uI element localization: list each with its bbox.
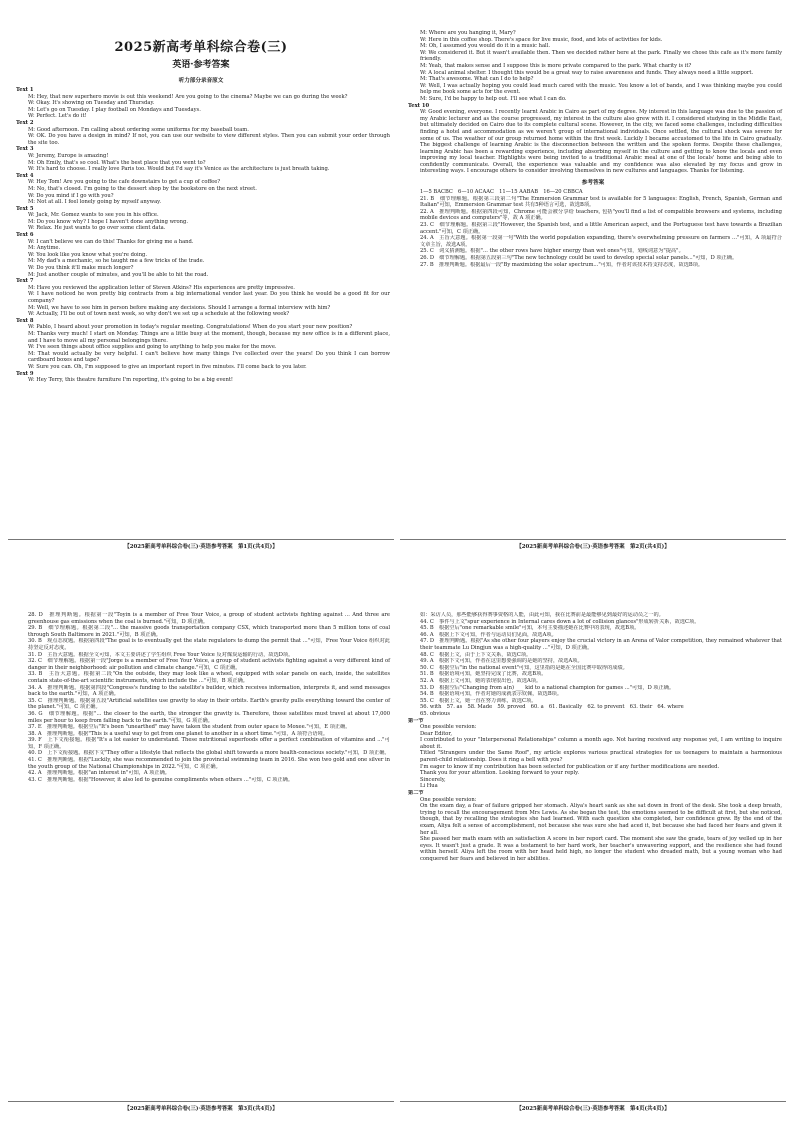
text-line: W: A local animal shelter. I thought this would be a great way to raise awareness and funds. They always need a little support. bbox=[420, 69, 754, 76]
text-line: 32. C 细节理解题。根据第一段"Jorge is a member of Free Your Voice, a group of student activists fighting against a very different kind of danger in their neighborhood: air pollution and climate change."可知，C 项正确。 bbox=[28, 658, 390, 671]
text-line: Sincerely, bbox=[420, 776, 446, 783]
text-line: W: Hey Terry, this theatre furniture I'm reporting, it's going to be a big event! bbox=[28, 377, 233, 384]
section-label: Text 5 bbox=[16, 205, 34, 212]
text-line: M: Have you reviewed the application letter of Steven Atkins? His experiences are pretty impressive. bbox=[28, 284, 295, 291]
text-line: 54. B 根据语境可知，作者对她的成就表示钦佩，故选B项。 bbox=[420, 691, 563, 698]
listening-section-heading: 听力部分录音原文 bbox=[178, 78, 224, 84]
text-line: 46. A 根据上下文可知，作者与运动员们见面，故选A项。 bbox=[420, 631, 557, 638]
text-line: 48. C 根据上文，由于上下文关系，故选C项。 bbox=[420, 651, 532, 658]
text-line: 39. F 上下文衔接题。根据"It's a lot easier to understand. These nutritional superfoods offer a perfect combination of vitamins and ..."可知，F 项正确。 bbox=[28, 737, 390, 750]
text-line: 22. A 推理判断题。根据第四段可知，Chrome 可能会被分享给 teachers, 包括"you'll find a list of compatible browsers and systems, including mobile devices and computers"等，故 A 项正确。 bbox=[420, 208, 782, 222]
text-line: M: Anytime. bbox=[28, 245, 61, 252]
listening-transcript-part-2 bbox=[400, 30, 786, 175]
text-line: W: Pablo, I heard about your promotion in today's regular meeting. Congratulations! When do you start your new position? bbox=[28, 324, 353, 331]
text-line: 44. C 事件与上文"spur experience in Internal cares down a lot of collision glances"形成转折关系，故选C项。 bbox=[420, 618, 700, 625]
text-line: 34. A 推理判断题。根据第四段"Congress's funding to the satellite's builder, which receives information, interprets it, and send messages back to the earth."可知，A 项正确。 bbox=[28, 684, 390, 698]
text-line: W: Actually, I'll be out of town next week, so why don't we set up a schedule at the following week? bbox=[28, 311, 290, 318]
text-line: M: Sure, I'd be happy to help out. I'll see what I can do. bbox=[420, 95, 567, 102]
text-line: 31. D 主旨大意题。根据全文可知，本文主要讲述了学生组织 Free Your Voice 反对煤炭运输的行动，故选D项。 bbox=[28, 651, 294, 658]
section-label: Text 4 bbox=[16, 172, 34, 179]
exam-title: 2025新高考单科综合卷(三) bbox=[114, 40, 288, 55]
text-line: 36. G 细节理解题。根据"... the closer to the earth, the stronger the gravity is. Therefore, those satellites must travel at about 17,000 miles per hour to keep from falling back to the earth."可知，G 项正确。 bbox=[28, 710, 390, 724]
listening-transcript-part-1 bbox=[8, 87, 394, 384]
text-line: 40. D 上下文衔接题。根据下文"They offer a lifestyle that reflects the global shift towards a more health-conscious society."可知，D 项正确。 bbox=[28, 750, 390, 757]
text-line: Titled "Strangers under the Same Roof", my article explores various practical strategies for us teenagers to maintain a harmonious parent-child relationship. Does it ring a bell with you? bbox=[420, 750, 782, 764]
text-line: W: Good evening, everyone. I recently learnt Arabic in Cairo as part of my degree. My interest in this language was due to the passion of my Arabic lecturer and as the course progressed, my interest in the culture also grew with it. I considered studying in the Middle East, but ultimately decided on Cairo due to its complete cultural scene. However, in the city, we faced some challenges, including difficulties finding a hotel and accommodation as we weren't group of international individuals. Once settled, the cultural shock was severe for some of us. The weather of our group returned home within the first week. Luckily I became accustomed to the life in Cairo gradually. The biggest challenge of learning Arabic is the disconnection between the written and the spoken forms. Despite these challenges, learning Arabic has been a rewarding experience, including absorbing myself in the culture and getting to know the locals and even improving my local teacher. Highlights were being invited to a traditional Arabic meal at one of the locals' home and being able to confidently communicate. Overall, the experience was valuable and my confidence was also elevated by my focus and grow in interesting ways. I encourage others to consider involving themselves in new cultures and languages. Thanks for listening. bbox=[420, 109, 782, 175]
text-line: 1—5 BACBC 6—10 ACAAC 11—15 AABAB 16—20 CBBCA bbox=[420, 189, 583, 196]
text-line: W: Do you think it'll make much longer? bbox=[28, 265, 134, 272]
text-line: W: I have noticed he won pretty big contracts from a big international vendor last year. Do you think he would be a good fit for our company? bbox=[28, 291, 390, 304]
text-line: W: Jack, Mr. Gomez wants to see you in his office. bbox=[28, 212, 159, 219]
text-line: 41. C 推理判断题。根据"Luckily, she was recommended to join the provincial swimming team in 2016. She won two gold and one silver in the youth group of the National Championships in 2022."可知，C 项正确。 bbox=[28, 757, 390, 770]
text-line: W: Jeremy, Europe is amazing! bbox=[28, 152, 109, 159]
text-line: 37. E 推理判断题。根据空后"It's been "unearthed" may have taken the student from outer space to Moxee."可知，E 项正确。 bbox=[28, 724, 351, 731]
text-line: M: That would actually be very helpful. I can't believe how many things I've collected over the years! Do you think I can borrow cardboard boxes and tape? bbox=[28, 350, 390, 364]
section-label: Text 7 bbox=[16, 278, 34, 285]
text-line: 51. B 根据语境可知，她坚持完成了比赛，故选B项。 bbox=[420, 671, 547, 678]
text-line: W: I can't believe we can do this! Thanks for giving me a hand. bbox=[28, 238, 194, 245]
text-line: 23. C 细节理解题。根据第三段"However, the Spanish test, and a little American aspect, and the Portuguese test have towards a Brazilian accent."可知，C 项正确。 bbox=[420, 222, 782, 235]
text-line: M: Hey, that new superhero movie is out this weekend! Are you going to the cinema? Maybe we can go during the week? bbox=[28, 93, 348, 100]
page-4 bbox=[400, 612, 786, 1112]
text-line: W: We considered it. But it wasn't available then. Then we decided rather here at the park. Finally we chose this cafe as it's more family friendly. bbox=[420, 49, 782, 63]
text-line: 53. D 根据空后"Changing from a(n) ___ kid to a national champion for games ..."可知，D 项正确。 bbox=[420, 684, 675, 691]
text-line: I'm eager to know if my contribution has been selected for publication or if any further modifications are needed. bbox=[420, 763, 720, 770]
text-line: M: Oh Emily, that's so cool. What's the best place that you went to? bbox=[28, 159, 206, 166]
text-line: M: That's awesome. What can I do to help? bbox=[420, 76, 534, 83]
text-line: M: Not at all. I feel lonely going by myself anyway. bbox=[28, 199, 162, 206]
page-footer-2: 【2025新高考单科综合卷(三)·英语参考答案 第2页(共4页)】 bbox=[400, 539, 786, 550]
page-3 bbox=[8, 612, 394, 1112]
text-line: 65. obvious bbox=[420, 710, 451, 717]
text-line: W: Here in this coffee shop. There's space for live music, food, and lots of activities for kids. bbox=[420, 36, 663, 43]
text-line: M: No, that's closed. I'm going to the dessert shop by the bookstore on the next street. bbox=[28, 185, 257, 192]
text-line: Li Hua bbox=[420, 783, 438, 790]
text-line: 50. C 根据空后"in the national event"可知，这里指的是她在全国比赛中取得的成绩。 bbox=[420, 664, 628, 671]
text-line: 35. C 推理判断题。根据第五段"Artificial satellites use gravity to stay in their orbits. Earth's gravity pulls everything toward the center of the planet."可知，C 项正确。 bbox=[28, 697, 390, 711]
answer-explanations-part-2 bbox=[8, 612, 394, 783]
text-line: W: You look like you know what you're doing. bbox=[28, 251, 148, 258]
text-line: M: Yeah, that makes sense and I suppose this is more private compared to the park. What charity is it? bbox=[420, 62, 692, 69]
text-line: 56. with 57. as 58. Made 59. proved 60. a 61. Basically 62. to prevent 63. their 64. where bbox=[420, 704, 684, 711]
text-line: On the exam day, a fear of failure gripped her stomach. Aliya's heart sank as she sat down in front of the desk. She took a deep breath, trying to recall the encouragement from Mrs Lewis. As she began the test, the emotions seemed to be difficult at first, but she noticed, though, that by recalling the strategies she had learned. With each question she completed, her confidence grew. By the end of the exam, Aliya felt a sense of accomplishment, not because she was sure she had aced it, but because she had faced her fears and given it her all. bbox=[420, 803, 782, 836]
text-line: Dear Editor, bbox=[420, 730, 452, 737]
text-line: M: Where are you hanging it, Mary? bbox=[420, 30, 516, 36]
text-line: 52. A 根据上文可知，她的表现很出色，故选A项。 bbox=[420, 677, 542, 684]
text-line: M: Do you know why? I hope I haven't done anything wrong. bbox=[28, 218, 188, 225]
text-line: 33. B 主旨大意题。根据第二段"On the outside, they may look like a wheel, equipped with solar panels on each, inside, the satellites contain state-of-the-art scientific instruments, which include the ..."可知，B 项正确。 bbox=[28, 671, 390, 684]
section-label: Text 3 bbox=[16, 146, 34, 153]
page-1 bbox=[8, 30, 394, 550]
text-line: W: Well, I was actually hoping you could lead much cared with the music. You know a lot of bands, and I was thinking maybe you could help me book some acts for the event. bbox=[420, 82, 782, 96]
text-line: M: Good afternoon. I'm calling about ordering some uniforms for my baseball team. bbox=[28, 126, 249, 133]
page-footer-4: 【2025新高考单科综合卷(三)·英语参考答案 第4页(共4页)】 bbox=[400, 1101, 786, 1112]
section-label: Text 2 bbox=[16, 119, 34, 126]
text-line: 42. A 推理判断题。根据"an interest in"可知，A 项正确。 bbox=[28, 770, 170, 777]
section-label: Text 9 bbox=[16, 370, 34, 377]
text-line: She passed her math exam with an satisfaction A score in her report card. The moment she saw the grade, tears of joy welled up in her eyes. It wasn't just a grade. It was a testament to her hard work, her teacher's unwavering support, and the resilience she had found within herself. Aliya left the room with her head held high, no longer the student who dreaded math, but a young woman who had conquered her fears and believed in her abilities. bbox=[420, 836, 782, 862]
answer-explanations-part-1 bbox=[400, 189, 786, 268]
answers-heading: 参考答案 bbox=[581, 180, 605, 187]
section-label: Text 1 bbox=[16, 87, 34, 93]
text-line: M: Oh, I assumed you would do it in a music hall. bbox=[420, 43, 551, 50]
text-line: 38. A 推理判断题。根据"This is a useful way to get from one planet to another in a short time."可知，A 项符合语境。 bbox=[28, 730, 329, 737]
text-line: 如：采访人员，那些能够获得赛事资格的人能，由此可知，我在比赛前是最能够见到最好的运动员之一的。 bbox=[420, 612, 664, 618]
text-line: M: Let's go on Tuesday. I play football on Mondays and Tuesdays. bbox=[28, 106, 201, 113]
page-2 bbox=[400, 30, 786, 550]
text-line: 45. B 根据空后"one remarkable smile"可知，本句主要描述她在比赛中的表现，故选B项。 bbox=[420, 625, 640, 632]
text-line: W: Sure you can. Oh, I'm supposed to give an important report in five minutes. I'll come back to you later. bbox=[28, 363, 307, 370]
text-line: One possible version: bbox=[420, 796, 477, 803]
text-line: W: Do you mind if I go with you? bbox=[28, 192, 114, 199]
section-label: 第一节 bbox=[408, 717, 424, 724]
text-line: 55. C 根据上文，她一直在努力训练，故选C项。 bbox=[420, 697, 537, 704]
section-label: 第二节 bbox=[408, 790, 424, 797]
text-line: W: I've seen things about office supplies and going to anything to help you make for the move. bbox=[28, 344, 277, 351]
text-line: Thank you for your attention. Looking forward to your reply. bbox=[420, 770, 580, 777]
text-line: M: Well, we have to see him in person before making any decisions. Should I arrange a formal interview with him? bbox=[28, 304, 331, 311]
page-footer-1: 【2025新高考单科综合卷(三)·英语参考答案 第1页(共4页)】 bbox=[8, 539, 394, 550]
text-line: One possible version: bbox=[420, 724, 477, 731]
text-line: 29. B 细节理解题。根据第二段"... the massive goods transportation company CSX, which transported more than 5 million tons of coal through South Baltimore in 2021."可知，B 项正确。 bbox=[28, 625, 390, 638]
text-line: W: OK. Do you have a design in mind? If not, you can use our website to view different styles. Then you can submit your order through the site too. bbox=[28, 133, 390, 146]
text-line: 24. A 主旨大意题。根据第一段第一句"With the world population expanding, there's overwhelming pressure on farmers ..."可知，A 项最符合文章主旨，故选A项。 bbox=[420, 235, 782, 248]
section-label: Text 10 bbox=[408, 102, 430, 109]
text-line: M: Thanks very much! I start on Monday. Things are a little busy at the moment, though, because my new office is in a different place, and I have to move all my personal belongings there. bbox=[28, 330, 390, 344]
text-line: 25. C 词义猜测题。根据"... the other rows have higher energy than wet ones"可知，划线词意为"提高"。 bbox=[420, 248, 684, 255]
text-line: 43. C 推理判断题。根据"However, it also led to genuine compliments when others ..."可知，C 项正确。 bbox=[28, 776, 294, 783]
section-label: Text 6 bbox=[16, 232, 34, 239]
text-line: 27. B 推理判断题。根据最后一段"By maximizing the solar spectrum..."可知，作者对该技术持支持态度，故选B项。 bbox=[420, 261, 704, 268]
text-line: W: Hey Tom! Are you going to the cafe downstairs to get a cup of coffee? bbox=[28, 179, 221, 186]
text-line: M: My dad's a mechanic, so he taught me a few tricks of the trade. bbox=[28, 258, 205, 265]
text-line: 28. D 推理判断题。根据第一段"Toyin is a member of Free Your Voice, a group of student activists fighting against ... And three are greenhouse gas emissions when the coal is burned."可知，D 项正确。 bbox=[28, 612, 390, 625]
text-line: I contributed to your "Interpersonal Relationships" column a month ago. Not having received any response yet, I am writing to inquire about it. bbox=[420, 737, 782, 750]
text-line: W: Perfect. Let's do it! bbox=[28, 113, 87, 120]
page-footer-3: 【2025新高考单科综合卷(三)·英语参考答案 第3页(共4页)】 bbox=[8, 1101, 394, 1112]
text-line: 26. D 细节理解题。根据第五段第三句"The new technology could be used to develop special solar panels..."可知，D 项正确。 bbox=[420, 255, 738, 261]
exam-subtitle: 英语·参考答案 bbox=[172, 60, 230, 70]
text-line: W: It's hard to choose. I really love Paris too. Would but I'd say it's Venice as the architecture is just breath taking. bbox=[28, 166, 330, 173]
text-line: 49. A 根据下文可知，作者在这里想要强调的是她的坚持，故选A项。 bbox=[420, 658, 583, 665]
text-line: W: Relax. He just wants to go over some client data. bbox=[28, 225, 166, 232]
answer-explanations-part-3 bbox=[400, 612, 786, 863]
text-line: 21. B 细节理解题。根据第三段第二句"The Emmersion Grammar test is available for 5 languages: English, French, Spanish, German and Italian"可知，Emmersion Grammar test 共有5种语言可选，故选B项。 bbox=[420, 195, 782, 209]
text-line: 30. B 观点态度题。根据第四段"The goal is to eventually get the state regulators to dump the permit that ..."可知，Free Your Voice 组织对此持坚定反对态度。 bbox=[28, 638, 390, 651]
section-label: Text 8 bbox=[16, 317, 34, 324]
text-line: 47. D 推理判断题。根据"As she other four players enjoy the crucial victory in an Arena of Valor competition, they remained whatever that their teammate Lu Dingjun was a high-quality ..."可知，D 项正确。 bbox=[420, 638, 782, 651]
text-line: W: Okay. It's showing on Tuesday and Thursday. bbox=[28, 100, 155, 107]
text-line: M: Just another couple of minutes, and you'll be able to hit the road. bbox=[28, 271, 209, 278]
